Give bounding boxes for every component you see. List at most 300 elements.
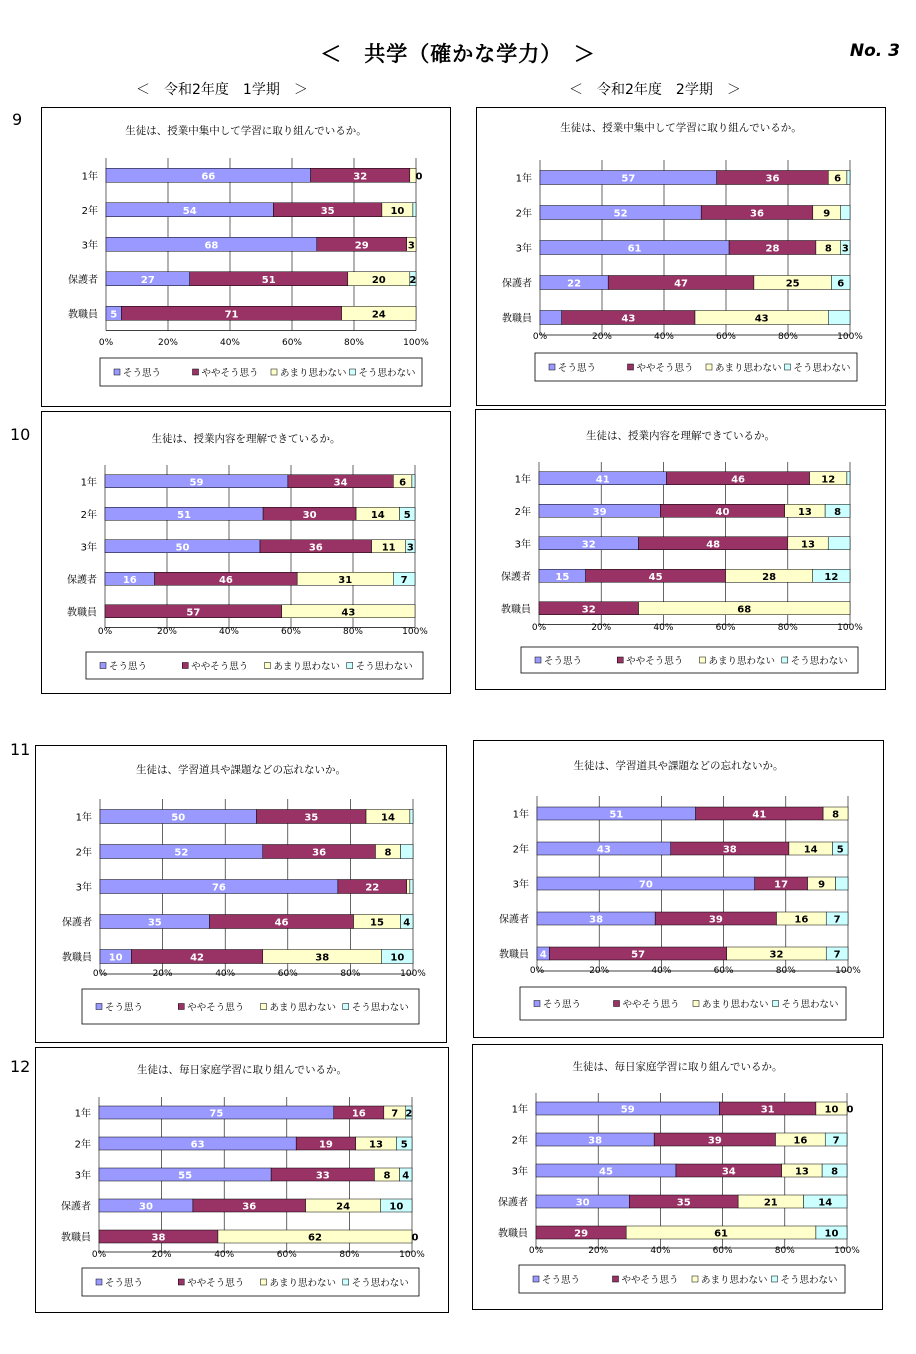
data-label: 54 bbox=[182, 205, 197, 217]
legend-swatch bbox=[772, 1276, 778, 1282]
category-label: 3年 bbox=[75, 882, 92, 894]
category-label: 1年 bbox=[81, 171, 98, 183]
category-label: 1年 bbox=[512, 809, 529, 821]
term-heading-1: ＜ 令和2年度 1学期 ＞ bbox=[136, 82, 308, 98]
data-label: 0 bbox=[415, 171, 423, 183]
data-label: 19 bbox=[318, 1139, 333, 1151]
data-label: 45 bbox=[648, 571, 663, 583]
bar-segment bbox=[412, 475, 415, 488]
legend-swatch bbox=[692, 1276, 698, 1282]
bar-segment bbox=[540, 311, 562, 325]
data-label: 40 bbox=[715, 506, 730, 518]
data-label: 24 bbox=[371, 309, 386, 321]
x-tick-label: 60% bbox=[712, 1246, 733, 1256]
category-label: 保護者 bbox=[501, 571, 531, 583]
x-tick-label: 40% bbox=[214, 1250, 235, 1260]
data-label: 3 bbox=[407, 240, 415, 252]
legend-swatch bbox=[271, 369, 277, 375]
data-label: 8 bbox=[831, 1166, 839, 1178]
data-label: 29 bbox=[354, 240, 369, 252]
legend-label: あまり思わない bbox=[701, 1275, 768, 1286]
data-label: 12 bbox=[821, 474, 836, 486]
data-label: 4 bbox=[539, 949, 547, 961]
chart-panel-q10-term1 bbox=[41, 411, 451, 694]
x-tick-label: 80% bbox=[777, 332, 799, 342]
category-label: 2年 bbox=[75, 847, 92, 859]
category-label: 1年 bbox=[74, 1108, 91, 1120]
x-tick-label: 20% bbox=[588, 1246, 609, 1256]
x-tick-label: 80% bbox=[339, 1250, 360, 1260]
data-label: 5 bbox=[400, 1139, 408, 1151]
data-label: 39 bbox=[592, 506, 607, 518]
bar-segment bbox=[410, 810, 413, 824]
x-tick-label: 40% bbox=[650, 1246, 671, 1256]
data-label: 6 bbox=[834, 173, 842, 185]
legend-label: そう思う bbox=[109, 661, 148, 673]
data-label: 50 bbox=[175, 542, 190, 554]
data-label: 70 bbox=[638, 879, 653, 891]
data-label: 36 bbox=[242, 1201, 257, 1213]
x-tick-label: 100% bbox=[400, 969, 426, 979]
data-label: 51 bbox=[609, 809, 624, 821]
category-label: 3年 bbox=[80, 542, 97, 554]
data-label: 10 bbox=[824, 1104, 839, 1116]
data-label: 20 bbox=[371, 274, 386, 286]
chart-title: 生徒は、毎日家庭学習に取り組んでいるか。 bbox=[137, 1064, 347, 1076]
data-label: 13 bbox=[801, 539, 815, 551]
category-label: 教職員 bbox=[498, 1228, 528, 1240]
data-label: 35 bbox=[676, 1197, 691, 1209]
data-label: 8 bbox=[824, 243, 832, 255]
data-label: 8 bbox=[834, 506, 842, 518]
legend-swatch bbox=[178, 1279, 184, 1285]
data-label: 10 bbox=[390, 205, 405, 217]
legend-label: そう思わない bbox=[790, 656, 848, 667]
data-label: 62 bbox=[308, 1232, 322, 1244]
data-label: 9 bbox=[818, 879, 826, 891]
data-label: 50 bbox=[171, 812, 186, 824]
bar-segment bbox=[828, 537, 850, 550]
category-label: 3年 bbox=[514, 539, 531, 551]
legend-label: そう思わない bbox=[358, 368, 416, 379]
legend-label: ややそう思う bbox=[636, 363, 694, 374]
data-label: 47 bbox=[674, 278, 689, 290]
legend-label: そう思わない bbox=[355, 661, 413, 673]
legend-swatch bbox=[182, 663, 188, 669]
x-tick-label: 0% bbox=[532, 332, 548, 342]
bar-segment bbox=[828, 311, 850, 325]
data-label: 7 bbox=[391, 1108, 399, 1120]
legend-label: あまり思わない bbox=[280, 368, 347, 379]
data-label: 32 bbox=[581, 604, 596, 616]
data-label: 35 bbox=[304, 812, 319, 824]
legend-label: そう思わない bbox=[351, 1278, 409, 1289]
page-title: ＜ 共学（確かな学力） ＞ bbox=[320, 42, 596, 66]
data-label: 2 bbox=[409, 274, 417, 286]
data-label: 4 bbox=[402, 1170, 410, 1182]
legend-swatch bbox=[265, 663, 271, 669]
data-label: 14 bbox=[803, 844, 818, 856]
data-label: 43 bbox=[621, 313, 636, 325]
legend-swatch bbox=[785, 364, 791, 370]
category-label: 2年 bbox=[514, 506, 531, 518]
x-tick-label: 100% bbox=[399, 1250, 425, 1260]
data-label: 43 bbox=[754, 313, 769, 325]
data-label: 36 bbox=[308, 542, 323, 554]
category-label: 2年 bbox=[512, 844, 529, 856]
x-tick-label: 20% bbox=[589, 966, 610, 976]
category-label: 教職員 bbox=[499, 949, 529, 961]
data-label: 8 bbox=[384, 847, 392, 859]
legend-swatch bbox=[193, 369, 199, 375]
legend-swatch bbox=[261, 1279, 267, 1285]
category-label: 2年 bbox=[515, 208, 532, 220]
data-label: 43 bbox=[341, 607, 356, 619]
chart-title: 生徒は、学習道具や課題などの忘れないか。 bbox=[573, 760, 784, 772]
legend-label: そう思わない bbox=[781, 999, 839, 1011]
chart-q11-term1 bbox=[36, 746, 446, 1042]
data-label: 15 bbox=[555, 571, 570, 583]
chart-title: 生徒は、学習道具や課題などの忘れないか。 bbox=[136, 764, 346, 776]
legend-swatch bbox=[533, 1276, 539, 1282]
data-label: 33 bbox=[315, 1170, 330, 1182]
legend-label: ややそう思う bbox=[191, 661, 249, 673]
category-label: 保護者 bbox=[62, 917, 92, 929]
data-label: 8 bbox=[832, 809, 840, 821]
data-label: 38 bbox=[151, 1232, 166, 1244]
data-label: 0 bbox=[846, 1104, 854, 1116]
legend-swatch bbox=[343, 1004, 349, 1010]
bar-segment bbox=[413, 203, 416, 217]
data-label: 31 bbox=[760, 1104, 775, 1116]
category-label: 保護者 bbox=[61, 1201, 91, 1213]
x-tick-label: 100% bbox=[402, 627, 428, 637]
data-label: 10 bbox=[390, 952, 405, 964]
category-label: 教職員 bbox=[501, 604, 531, 616]
data-label: 38 bbox=[722, 844, 737, 856]
page-number: No. 3 bbox=[849, 41, 900, 61]
x-tick-label: 20% bbox=[157, 338, 179, 348]
question-number-11: 11 bbox=[10, 740, 31, 759]
legend-swatch bbox=[617, 657, 623, 663]
chart-title: 生徒は、授業中集中して学習に取り組んでいるか。 bbox=[560, 122, 802, 134]
chart-title: 生徒は、授業内容を理解できているか。 bbox=[586, 430, 775, 442]
chart-title: 生徒は、毎日家庭学習に取り組んでいるか。 bbox=[572, 1061, 783, 1073]
category-label: 2年 bbox=[81, 205, 98, 217]
legend-swatch bbox=[773, 1001, 779, 1007]
legend-label: そう思わない bbox=[780, 1275, 838, 1286]
data-label: 7 bbox=[833, 949, 841, 961]
data-label: 21 bbox=[763, 1197, 778, 1209]
legend-label: そう思う bbox=[105, 1002, 144, 1014]
legend-swatch bbox=[534, 1001, 540, 1007]
x-tick-label: 100% bbox=[837, 623, 863, 633]
data-label: 68 bbox=[204, 240, 219, 252]
data-label: 32 bbox=[353, 171, 368, 183]
legend-label: そう思う bbox=[123, 368, 162, 379]
data-label: 27 bbox=[140, 274, 155, 286]
data-label: 28 bbox=[765, 243, 780, 255]
legend-label: あまり思わない bbox=[702, 999, 769, 1011]
term-heading-2: ＜ 令和2年度 2学期 ＞ bbox=[569, 82, 741, 98]
data-label: 14 bbox=[818, 1197, 833, 1209]
data-label: 0 bbox=[411, 1232, 419, 1244]
data-label: 10 bbox=[108, 952, 123, 964]
data-label: 38 bbox=[589, 914, 604, 926]
legend-label: そう思わない bbox=[351, 1002, 409, 1014]
data-label: 52 bbox=[174, 847, 189, 859]
data-label: 32 bbox=[581, 539, 596, 551]
data-label: 43 bbox=[596, 844, 611, 856]
legend-swatch bbox=[347, 663, 353, 669]
category-label: 1年 bbox=[80, 477, 97, 489]
x-tick-label: 100% bbox=[403, 338, 429, 348]
bar-segment bbox=[847, 171, 850, 185]
category-label: 1年 bbox=[511, 1104, 528, 1116]
category-label: 3年 bbox=[81, 240, 98, 252]
data-label: 10 bbox=[824, 1228, 839, 1240]
legend-label: そう思う bbox=[543, 999, 582, 1011]
data-label: 63 bbox=[190, 1139, 205, 1151]
x-tick-label: 20% bbox=[156, 627, 178, 637]
data-label: 59 bbox=[189, 477, 204, 489]
data-label: 17 bbox=[774, 879, 789, 891]
chart-panel-q11-term1 bbox=[35, 745, 447, 1043]
category-label: 保護者 bbox=[67, 574, 97, 586]
data-label: 66 bbox=[201, 171, 216, 183]
category-label: 保護者 bbox=[499, 914, 529, 926]
data-label: 29 bbox=[574, 1228, 589, 1240]
legend-swatch bbox=[96, 1004, 102, 1010]
data-label: 34 bbox=[333, 477, 348, 489]
category-label: 教職員 bbox=[61, 1232, 91, 1244]
x-tick-label: 20% bbox=[591, 623, 612, 633]
legend-swatch bbox=[178, 1004, 184, 1010]
data-label: 39 bbox=[708, 914, 723, 926]
x-tick-label: 100% bbox=[837, 332, 863, 342]
legend-label: ややそう思う bbox=[187, 1278, 245, 1289]
legend-label: そう思う bbox=[542, 1275, 581, 1286]
legend-label: ややそう思う bbox=[622, 999, 680, 1011]
x-tick-label: 20% bbox=[151, 1250, 172, 1260]
chart-q11-term2 bbox=[474, 741, 883, 1037]
data-label: 31 bbox=[338, 574, 353, 586]
data-label: 38 bbox=[315, 952, 330, 964]
category-label: 2年 bbox=[511, 1135, 528, 1147]
x-tick-label: 80% bbox=[775, 966, 796, 976]
data-label: 10 bbox=[389, 1201, 404, 1213]
chart-panel-q9-term1 bbox=[41, 107, 451, 407]
category-label: 3年 bbox=[515, 243, 532, 255]
chart-q10-term1 bbox=[42, 412, 450, 693]
data-label: 71 bbox=[224, 309, 239, 321]
data-label: 12 bbox=[824, 571, 839, 583]
x-tick-label: 0% bbox=[98, 338, 114, 348]
data-label: 5 bbox=[110, 309, 118, 321]
category-label: 教職員 bbox=[62, 952, 92, 964]
legend-swatch bbox=[693, 1001, 699, 1007]
x-tick-label: 60% bbox=[280, 627, 302, 637]
x-tick-label: 60% bbox=[715, 623, 736, 633]
data-label: 39 bbox=[707, 1135, 722, 1147]
x-tick-label: 40% bbox=[218, 627, 240, 637]
legend-label: そう思う bbox=[544, 656, 583, 667]
chart-panel-q9-term2 bbox=[476, 107, 886, 406]
x-tick-label: 100% bbox=[835, 966, 861, 976]
chart-q9-term1 bbox=[42, 108, 450, 406]
data-label: 16 bbox=[351, 1108, 366, 1120]
data-label: 30 bbox=[302, 509, 317, 521]
question-number-9: 9 bbox=[12, 110, 23, 129]
data-label: 41 bbox=[752, 809, 767, 821]
x-tick-label: 40% bbox=[653, 332, 675, 342]
data-label: 35 bbox=[147, 917, 162, 929]
category-label: 1年 bbox=[514, 474, 531, 486]
data-label: 57 bbox=[621, 173, 636, 185]
legend-swatch bbox=[535, 657, 541, 663]
data-label: 36 bbox=[750, 208, 764, 220]
data-label: 6 bbox=[837, 278, 845, 290]
x-tick-label: 60% bbox=[276, 1250, 297, 1260]
x-tick-label: 40% bbox=[651, 966, 672, 976]
x-tick-label: 80% bbox=[342, 627, 364, 637]
data-label: 3 bbox=[841, 243, 849, 255]
legend-label: あまり思わない bbox=[269, 1002, 337, 1014]
data-label: 7 bbox=[832, 1135, 840, 1147]
data-label: 35 bbox=[320, 205, 335, 217]
category-label: 保護者 bbox=[498, 1197, 528, 1209]
data-label: 52 bbox=[613, 208, 628, 220]
question-number-12: 12 bbox=[10, 1057, 31, 1076]
data-label: 24 bbox=[336, 1201, 351, 1213]
data-label: 48 bbox=[706, 539, 721, 551]
category-label: 保護者 bbox=[502, 278, 532, 290]
data-label: 3 bbox=[406, 542, 414, 554]
legend-swatch bbox=[549, 364, 555, 370]
data-label: 32 bbox=[769, 949, 784, 961]
data-label: 38 bbox=[588, 1135, 603, 1147]
legend-swatch bbox=[261, 1004, 267, 1010]
legend-label: あまり思わない bbox=[273, 661, 341, 673]
data-label: 46 bbox=[274, 917, 289, 929]
legend-label: ややそう思う bbox=[201, 368, 259, 379]
category-label: 教職員 bbox=[68, 309, 98, 321]
data-label: 46 bbox=[218, 574, 233, 586]
category-label: 2年 bbox=[80, 509, 97, 521]
data-label: 30 bbox=[575, 1197, 590, 1209]
data-label: 61 bbox=[627, 243, 642, 255]
data-label: 42 bbox=[190, 952, 204, 964]
x-tick-label: 0% bbox=[92, 969, 108, 979]
x-tick-label: 80% bbox=[777, 623, 798, 633]
data-label: 45 bbox=[599, 1166, 613, 1178]
legend-swatch bbox=[614, 1001, 620, 1007]
data-label: 15 bbox=[370, 917, 384, 929]
data-label: 75 bbox=[209, 1108, 224, 1120]
legend-label: ややそう思う bbox=[626, 656, 684, 667]
legend-label: そう思う bbox=[105, 1278, 144, 1289]
x-tick-label: 0% bbox=[531, 623, 547, 633]
legend-swatch bbox=[350, 369, 356, 375]
chart-panel-q10-term2 bbox=[475, 409, 886, 690]
data-label: 25 bbox=[785, 278, 800, 290]
category-label: 1年 bbox=[515, 173, 532, 185]
legend-swatch bbox=[613, 1276, 619, 1282]
legend-label: ややそう思う bbox=[621, 1275, 679, 1286]
legend-swatch bbox=[700, 657, 706, 663]
data-label: 57 bbox=[631, 949, 646, 961]
data-label: 51 bbox=[261, 274, 276, 286]
data-label: 13 bbox=[369, 1139, 383, 1151]
x-tick-label: 0% bbox=[91, 1250, 107, 1260]
data-label: 14 bbox=[380, 812, 395, 824]
legend-label: ややそう思う bbox=[187, 1002, 245, 1014]
x-tick-label: 60% bbox=[277, 969, 298, 979]
data-label: 46 bbox=[731, 474, 746, 486]
data-label: 68 bbox=[737, 604, 752, 616]
chart-panel-q12-term1 bbox=[35, 1047, 449, 1313]
question-number-10: 10 bbox=[10, 425, 31, 444]
x-tick-label: 100% bbox=[834, 1246, 860, 1256]
data-label: 14 bbox=[370, 509, 385, 521]
category-label: 保護者 bbox=[68, 274, 98, 286]
x-tick-label: 0% bbox=[529, 966, 545, 976]
data-label: 7 bbox=[400, 574, 408, 586]
data-label: 28 bbox=[762, 571, 777, 583]
data-label: 7 bbox=[833, 914, 841, 926]
x-tick-label: 60% bbox=[715, 332, 737, 342]
chart-panel-q12-term2 bbox=[472, 1044, 883, 1310]
legend-label: そう思わない bbox=[793, 363, 851, 374]
data-label: 59 bbox=[620, 1104, 635, 1116]
data-label: 2 bbox=[405, 1108, 413, 1120]
category-label: 3年 bbox=[512, 879, 529, 891]
data-label: 57 bbox=[186, 607, 201, 619]
x-tick-label: 0% bbox=[528, 1246, 544, 1256]
legend-label: あまり思わない bbox=[715, 363, 782, 374]
data-label: 61 bbox=[714, 1228, 729, 1240]
x-tick-label: 60% bbox=[281, 338, 303, 348]
category-label: 3年 bbox=[511, 1166, 528, 1178]
data-label: 41 bbox=[595, 474, 610, 486]
category-label: 教職員 bbox=[67, 607, 97, 619]
data-label: 16 bbox=[122, 574, 137, 586]
data-label: 6 bbox=[399, 477, 407, 489]
data-label: 55 bbox=[178, 1170, 193, 1182]
data-label: 11 bbox=[381, 542, 396, 554]
x-tick-label: 80% bbox=[774, 1246, 795, 1256]
x-tick-label: 0% bbox=[97, 627, 113, 637]
chart-q12-term2 bbox=[473, 1045, 882, 1309]
chart-q9-term2 bbox=[477, 108, 885, 405]
chart-title: 生徒は、授業内容を理解できているか。 bbox=[151, 433, 341, 445]
bar-segment bbox=[841, 206, 850, 220]
data-label: 13 bbox=[797, 506, 812, 518]
data-label: 13 bbox=[794, 1166, 809, 1178]
data-label: 36 bbox=[765, 173, 780, 185]
legend-swatch bbox=[96, 1279, 102, 1285]
legend-swatch bbox=[343, 1279, 349, 1285]
chart-q12-term1 bbox=[36, 1048, 448, 1312]
x-tick-label: 80% bbox=[340, 969, 361, 979]
data-label: 30 bbox=[138, 1201, 153, 1213]
chart-panel-q11-term2 bbox=[473, 740, 884, 1038]
x-tick-label: 40% bbox=[219, 338, 241, 348]
x-tick-label: 20% bbox=[591, 332, 613, 342]
data-label: 5 bbox=[403, 509, 411, 521]
data-label: 8 bbox=[383, 1170, 391, 1182]
data-label: 51 bbox=[177, 509, 192, 521]
